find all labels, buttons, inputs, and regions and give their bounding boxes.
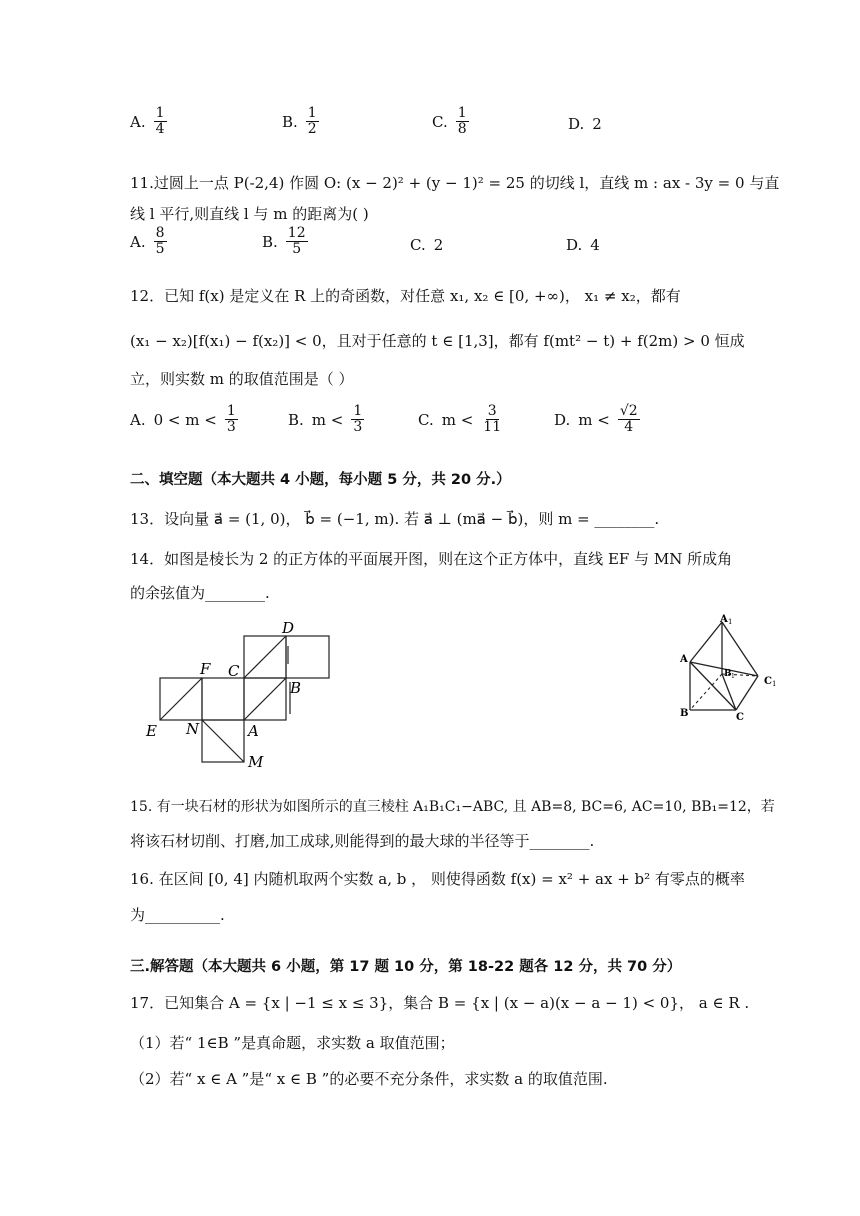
q16-line2: 为__________.	[130, 906, 225, 924]
q16-line1: 16. 在区间 [0, 4] 内随机取两个实数 a, b ， 则使得函数 f(x) = x² + ax + b² 有零点的概率	[130, 870, 745, 888]
q12-line3: 立，则实数 m 的取值范围是（ ）	[130, 370, 354, 388]
q12-option-d: D. m < $\frac{√2}{4}$	[554, 403, 638, 436]
prism-label-b: B	[680, 708, 689, 719]
q14-line1: 14．如图是棱长为 2 的正方体的平面展开图，则在这个正方体中，直线 EF 与 MN 所成角	[130, 550, 733, 568]
q10-option-a: A. $\frac{1}{4}$	[130, 105, 165, 138]
prism-label-b1: B	[724, 669, 732, 679]
fraction: $\frac{1}{3}$	[353, 403, 363, 436]
svg-text:1: 1	[731, 673, 735, 680]
net-label-d: D	[282, 619, 295, 637]
section3-title: 三.解答题（本大题共 6 小题，第 17 题 10 分，第 18-22 题各 12 分，共 70 分）	[130, 959, 682, 975]
q11-line2: 线 l 平行,则直线 l 与 m 的距离为( )	[130, 205, 369, 223]
net-label-n: N	[186, 720, 200, 738]
q17-part1: （1）若“ 1∈B ”是真命题，求实数 a 取值范围；	[130, 1034, 455, 1052]
q10-option-d: D. 2	[568, 115, 602, 133]
net-label-m: M	[248, 753, 264, 771]
svg-text:1: 1	[728, 618, 733, 626]
q12-option-c: C. m < $\frac{3}{11}$	[418, 403, 502, 436]
q11-option-d: D. 4	[566, 236, 600, 254]
section2-title: 二、填空题（本大题共 4 小题，每小题 5 分，共 20 分.）	[130, 472, 511, 488]
q12-option-b: B. m < $\frac{1}{3}$	[288, 403, 363, 436]
fraction: $\frac{8}{5}$	[155, 225, 165, 258]
fraction: $\frac{12}{5}$	[287, 225, 306, 258]
q13-text: 13．设向量 a⃗ = (1, 0)， b⃗ = (−1, m). 若 a⃗ ⊥ (ma⃗ − b⃗)，则 m = ________.	[130, 510, 660, 528]
net-label-c: C	[228, 662, 240, 680]
q10-option-c: C. $\frac{1}{8}$	[432, 105, 467, 138]
prism-label-a: A	[680, 654, 688, 665]
q17-part2: （2）若“ x ∈ A ”是“ x ∈ B ”的必要不充分条件，求实数 a 的取值范围.	[130, 1070, 608, 1088]
q11-option-a: A. $\frac{8}{5}$	[130, 225, 165, 258]
net-label-e: E	[146, 722, 157, 740]
cube-net-figure	[140, 616, 340, 776]
prism-label-c: C	[736, 712, 744, 723]
net-label-f: F	[200, 660, 211, 678]
q12-line1: 12．已知 f(x) 是定义在 R 上的奇函数，对任意 x₁, x₂ ∈ [0, +∞)， x₁ ≠ x₂，都有	[130, 287, 681, 305]
fraction: $\frac{√2}{4}$	[619, 403, 638, 436]
q14-line2: 的余弦值为________.	[130, 584, 270, 602]
prism-label-a1: A	[720, 614, 728, 625]
q11-line1: 11.过圆上一点 P(-2,4) 作圆 O: (x − 2)² + (y − 1)² = 25 的切线 l，直线 m : ax - 3y = 0 与直	[130, 174, 780, 192]
fraction: $\frac{1}{3}$	[226, 403, 236, 436]
q11-option-b: B. $\frac{12}{5}$	[262, 225, 306, 258]
net-label-a: A	[248, 722, 259, 740]
q10-option-b: B. $\frac{1}{2}$	[282, 105, 317, 138]
q15-line1: 15. 有一块石材的形状为如图所示的直三棱柱 A₁B₁C₁−ABC, 且 AB=8, BC=6, AC=10, BB₁=12，若	[130, 799, 775, 815]
q12-option-a: A. 0 < m < $\frac{1}{3}$	[130, 403, 236, 436]
q15-line2: 将该石材切削、打磨,加工成球,则能得到的最大球的半径等于________.	[130, 832, 595, 850]
fraction: $\frac{1}{8}$	[457, 105, 467, 138]
svg-text:1: 1	[772, 680, 777, 688]
fraction: $\frac{1}{4}$	[155, 105, 165, 138]
fraction: $\frac{3}{11}$	[483, 403, 502, 436]
q12-line2: (x₁ − x₂)[f(x₁) − f(x₂)] < 0，且对于任意的 t ∈ [1,3]，都有 f(mt² − t) + f(2m) > 0 恒成	[130, 332, 745, 350]
prism-label-c1: C	[764, 676, 772, 687]
q11-option-c: C. 2	[410, 236, 444, 254]
net-label-b: B	[290, 679, 302, 697]
prism-figure	[676, 612, 786, 724]
fraction: $\frac{1}{2}$	[307, 105, 317, 138]
q17-line1: 17．已知集合 A = {x | −1 ≤ x ≤ 3}，集合 B = {x | (x − a)(x − a − 1) < 0}， a ∈ R .	[130, 994, 750, 1012]
